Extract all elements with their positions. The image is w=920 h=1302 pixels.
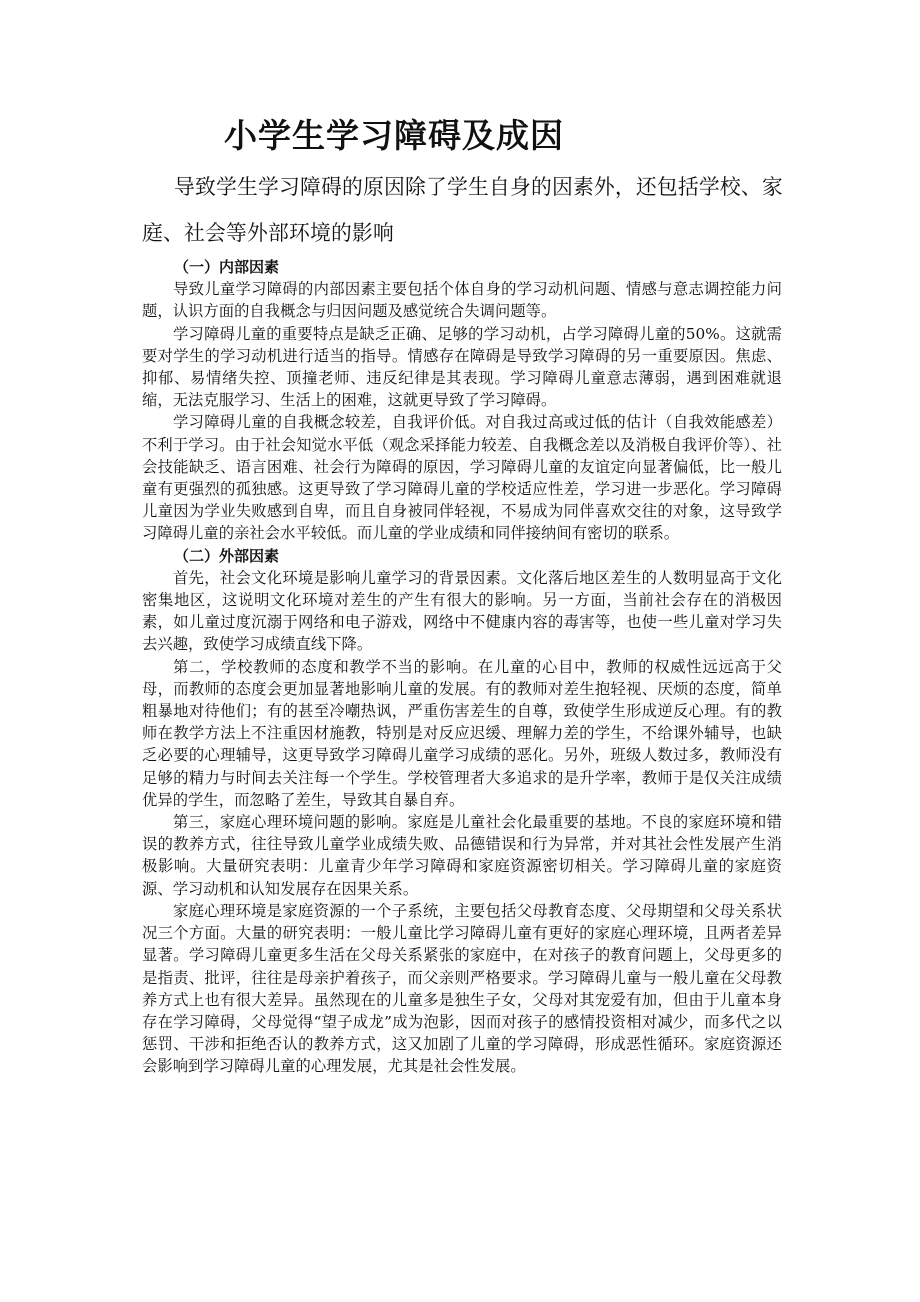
paragraph: 第三，家庭心理环境问题的影响。家庭是儿童社会化最重要的基地。不良的家庭环境和错误的教养方式，往往导致儿童学业成绩失败、品德错误和行为异常，并对其社会性发展产生消极影响。大量研究表明：儿童青少年学习障碍和家庭资源密切相关。学习障碍儿童的家庭资源、学习动机和认知发展存在因果关系。 xyxy=(142,813,782,898)
document-title: 小学生学习障碍及成因 xyxy=(224,116,564,155)
paragraph: 学习障碍儿童的自我概念较差，自我评价低。对自我过高或过低的估计（自我效能感差）不利于学习。由于社会知觉水平低（观念采择能力较差、自我概念差以及消极自我评价等）、社会技能缺乏、语言困难、社会行为障碍的原因，学习障碍儿童的友谊定向显著偏低，比一般儿童有更强烈的孤独感。这更导致了学习障碍儿童的学校适应性差，学习进一步恶化。学习障碍儿童因为学业失败感到自卑，而且自身被同伴轻视，不易成为同伴喜欢交往的对象，这导致学习障碍儿童的亲社会水平较低。而儿童的学业成绩和同伴接纳间有密切的联系。 xyxy=(142,413,782,543)
paragraph: 第二，学校教师的态度和教学不当的影响。在儿童的心目中，教师的权威性远远高于父母，而教师的态度会更加显著地影响儿童的发展。有的教师对差生抱轻视、厌烦的态度，简单粗暴地对待他们；有的甚至冷嘲热讽，严重伤害差生的自尊，致使学生形成逆反心理。有的教师在教学方法上不注重因材施教，特别是对反应迟缓、理解力差的学生，不给课外辅导，也缺乏必要的心理辅导，这更导致学习障碍儿童学习成绩的恶化。另外，班级人数过多，教师没有足够的精力与时间去关注每一个学生。学校管理者大多追求的是升学率，教师于是仅关注成绩优异的学生，而忽略了差生，导致其自暴自弃。 xyxy=(142,657,782,809)
section-heading-internal: （一）内部因素 xyxy=(174,258,280,276)
paragraph: 家庭心理环境是家庭资源的一个子系统，主要包括父母教育态度、父母期望和父母关系状况三个方面。大量的研究表明：一般儿童比学习障碍儿童有更好的家庭心理环境，且两者差异显著。学习障碍儿童更多生活在父母关系紧张的家庭中，在对孩子的教育问题上，父母更多的是指责、批评，往往是母亲护着孩子，而父亲则严格要求。学习障碍儿童与一般儿童在父母教养方式上也有很大差异。虽然现在的儿童多是独生子女，父母对其宠爱有加，但由于儿童本身存在学习障碍，父母觉得“望子成龙”成为泡影，因而对孩子的感情投资相对减少，而多代之以惩罚、干涉和拒绝否认的教养方式，这又加剧了儿童的学习障碍，形成恶性循环。家庭资源还会影响到学习障碍儿童的心理发展，尤其是社会性发展。 xyxy=(142,901,782,1076)
intro-paragraph: 导致学生学习障碍的原因除了学生自身的因素外，还包括学校、家庭、社会等外部环境的影响 xyxy=(142,175,783,245)
paragraph: 首先，社会文化环境是影响儿童学习的背景因素。文化落后地区差生的人数明显高于文化密集地区，这说明文化环境对差生的产生有很大的影响。另一方面，当前社会存在的消极因素，如儿童过度沉溺于网络和电子游戏，网络中不健康内容的毒害等，也使一些儿童对学习失去兴趣，致使学习成绩直线下降。 xyxy=(142,568,782,654)
document-body xyxy=(142,256,782,1078)
section-heading-external: （二）外部因素 xyxy=(174,546,280,565)
paragraph: 学习障碍儿童的重要特点是缺乏正确、足够的学习动机，占学习障碍儿童的50%。这就需要对学生的学习动机进行适当的指导。情感存在障碍是导致学习障碍的另一重要原因。焦虑、抑郁、易情绪失控、顶撞老师、违反纪律是其表现。学习障碍儿童意志薄弱，遇到困难就退缩，无法克服学习、生活上的困难，这就更导致了学习障碍。 xyxy=(142,324,782,410)
paragraph: 导致儿童学习障碍的内部因素主要包括个体自身的学习动机问题、情感与意志调控能力问题，认识方面的自我概念与归因问题及感觉统合失调问题等。 xyxy=(142,280,782,321)
